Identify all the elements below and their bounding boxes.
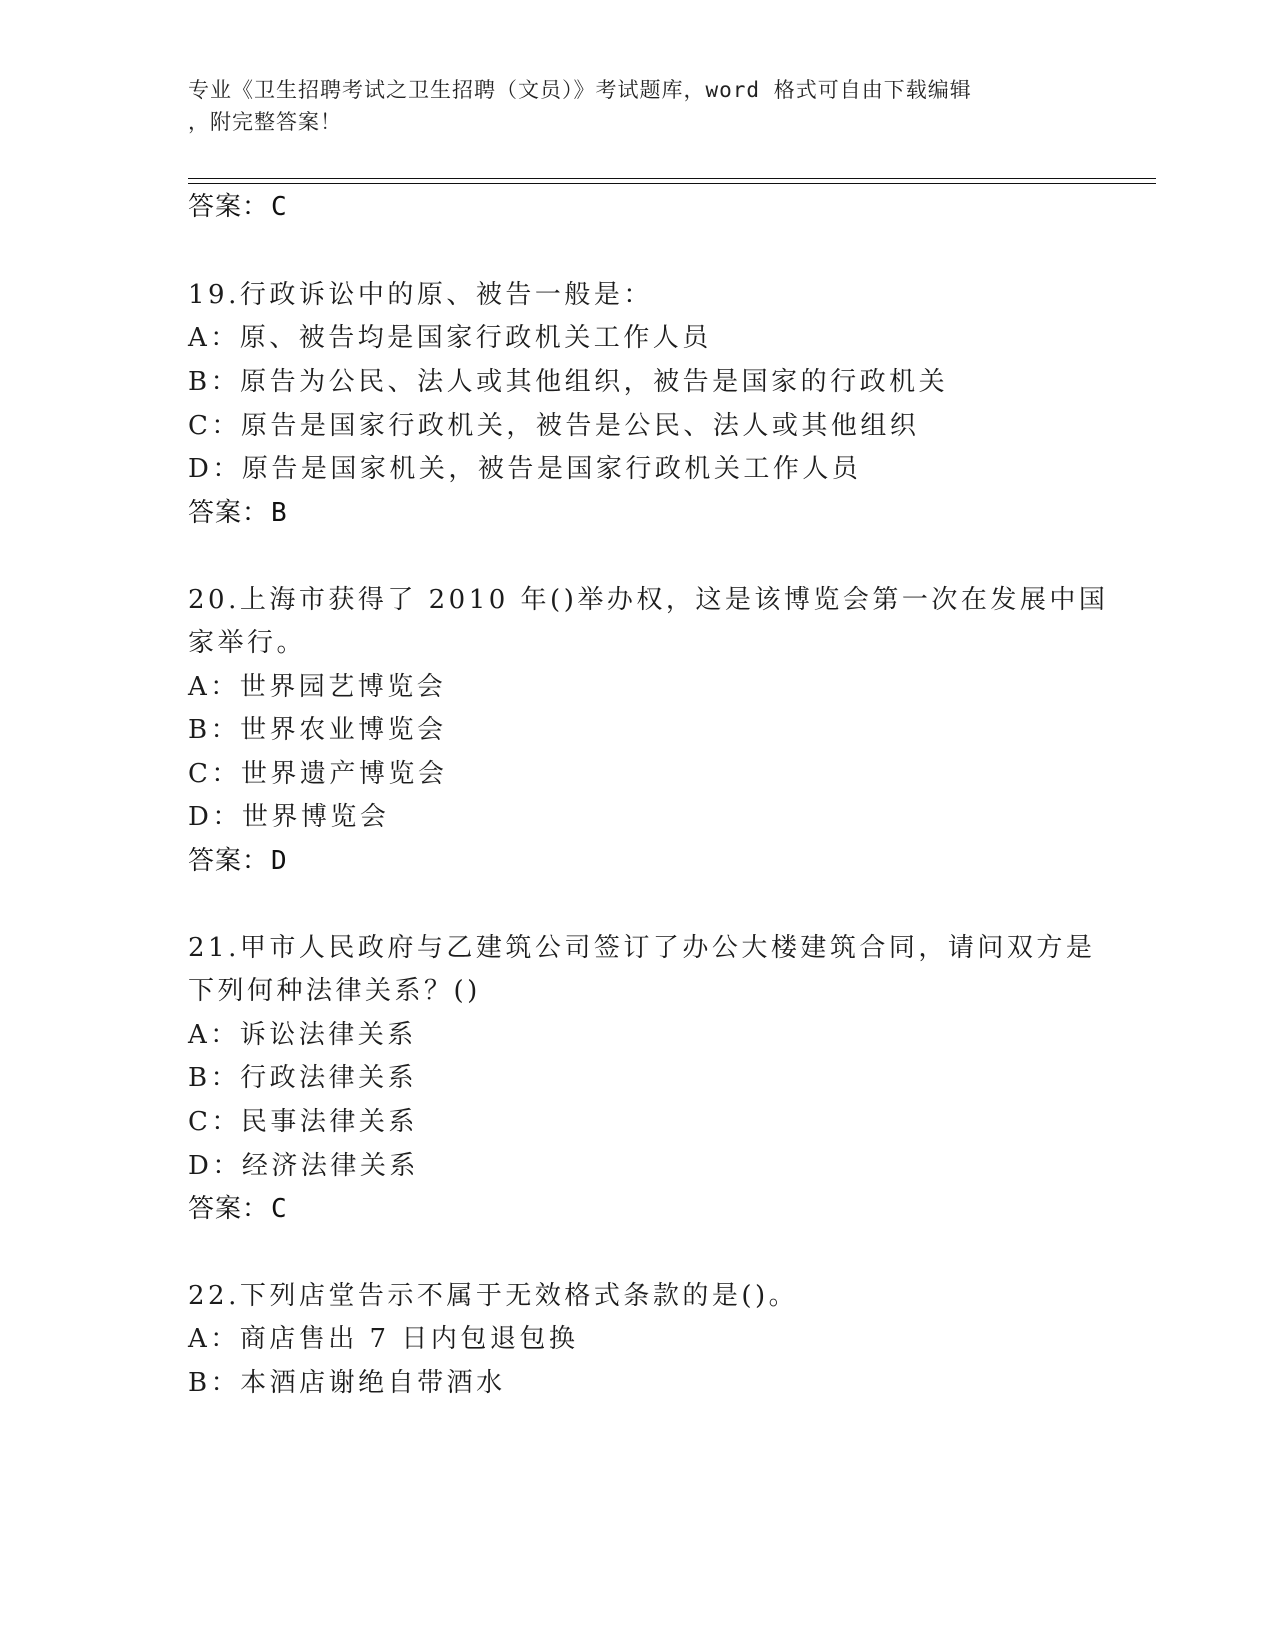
question-21-stem-line-1: 21.甲市人民政府与乙建筑公司签订了办公大楼建筑合同，请问双方是: [188, 933, 1096, 963]
question-19-option-b: B：原告为公民、法人或其他组织，被告是国家的行政机关: [188, 367, 949, 397]
question-20-option-c: C：世界遗产博览会: [188, 759, 448, 789]
question-22-option-b: B：本酒店谢绝自带酒水: [188, 1368, 506, 1398]
question-20-stem-line-1: 20.上海市获得了 2010 年()举办权，这是该博览会第一次在发展中国: [188, 585, 1109, 615]
question-19-option-d: D：原告是国家机关，被告是国家行政机关工作人员: [188, 454, 862, 484]
header-line-2: ，附完整答案！: [188, 110, 342, 134]
header-rule-bottom: [188, 183, 1156, 184]
question-21-option-d: D：经济法律关系: [188, 1151, 419, 1181]
question-22-stem: 22.下列店堂告示不属于无效格式条款的是()。: [188, 1281, 799, 1311]
question-21-stem-line-2: 下列何种法律关系？(): [188, 976, 481, 1006]
answer-value: C: [271, 1194, 288, 1224]
question-21-option-a: A：诉讼法律关系: [188, 1020, 417, 1050]
question-22-option-a: A：商店售出 7 日内包退包换: [188, 1324, 579, 1354]
question-21-option-c: C：民事法律关系: [188, 1107, 418, 1137]
question-19-option-c: C：原告是国家行政机关，被告是公民、法人或其他组织: [188, 411, 920, 441]
question-19-answer: [188, 492, 288, 529]
answer-value: B: [271, 498, 288, 528]
question-20-option-d: D：世界博览会: [188, 802, 390, 832]
question-20-stem-line-2: 家举行。: [188, 628, 307, 658]
answer-label: 答案：: [188, 846, 270, 876]
question-21-option-b: B：行政法律关系: [188, 1063, 418, 1093]
question-19-stem: 19.行政诉讼中的原、被告一般是：: [188, 280, 653, 310]
question-21-answer: [188, 1188, 288, 1225]
question-20-answer: [188, 840, 288, 877]
header-rule-top: [188, 178, 1156, 179]
question-20-option-b: B：世界农业博览会: [188, 715, 447, 745]
answer-value: D: [271, 846, 288, 876]
answer-value: C: [271, 192, 288, 222]
answer-label: 答案：: [188, 1194, 270, 1224]
header-line-1: 专业《卫生招聘考试之卫生招聘（文员）》考试题库，word 格式可自由下载编辑: [188, 78, 972, 102]
answer-label: 答案：: [188, 192, 270, 222]
answer-label: 答案：: [188, 498, 270, 528]
answer-prev: [188, 186, 288, 223]
document-header: [188, 74, 1068, 138]
question-19-option-a: A：原、被告均是国家行政机关工作人员: [188, 323, 712, 353]
question-20-option-a: A：世界园艺博览会: [188, 672, 447, 702]
